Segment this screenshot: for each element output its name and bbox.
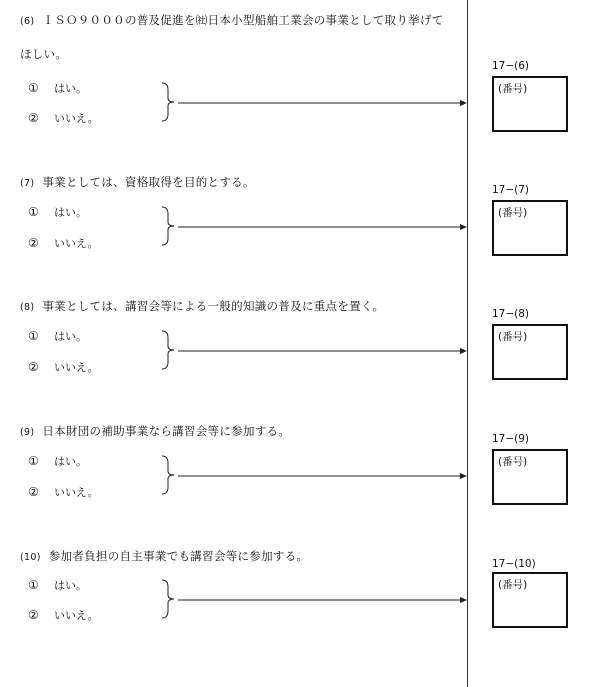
arrow-icon [178,222,468,232]
question-text [20,290,460,324]
question-6 [0,0,600,130]
option-mark: ② [28,485,39,499]
question-8 [0,290,600,420]
question-number: (7) [20,178,35,189]
option-label: はい。 [54,330,87,343]
option-label: いいえ。 [54,486,99,499]
arrow-icon [178,346,468,356]
answer-box[interactable] [492,324,568,380]
option-mark: ② [28,111,39,125]
option-yes[interactable] [28,328,87,344]
question-number: (10) [20,552,41,563]
option-mark: ② [28,360,39,374]
answer-box[interactable] [492,449,568,505]
option-label: はい。 [54,206,87,219]
brace-icon [160,579,176,619]
question-line-1: (9) 日本財団の補助事業なら講習会等に参加する。 [20,424,291,438]
option-no[interactable] [28,235,99,251]
question-line-1: (8) 事業としては、講習会等による一般的知識の普及に重点を置く。 [20,299,385,313]
option-label: いいえ。 [54,112,99,125]
brace-icon [160,330,176,370]
brace-icon [160,455,176,495]
answer-box-label: (番号) [498,207,528,219]
question-line-1: (6) ＩＳＯ９０００の普及促進を㈳日本小型船舶工業会の事業として取り挙げて [20,13,444,27]
option-yes[interactable] [28,80,87,96]
option-no[interactable] [28,110,99,126]
answer-code: 17−(7) [492,184,530,196]
question-text [20,540,460,574]
option-label: いいえ。 [54,237,99,250]
option-mark: ① [28,205,39,219]
arrow-icon [178,98,468,108]
arrow-icon [178,595,468,605]
answer-box[interactable] [492,76,568,132]
question-7 [0,166,600,296]
answer-code: 17−(9) [492,433,530,445]
question-line-1: (7) 事業としては、資格取得を目的とする。 [20,175,255,189]
option-mark: ① [28,81,39,95]
option-no[interactable] [28,484,99,500]
brace-icon [160,206,176,246]
option-mark: ① [28,578,39,592]
option-mark: ② [28,608,39,622]
arrow-icon [178,471,468,481]
question-line-2: ほしい。 [20,47,68,61]
answer-box-label: (番号) [498,83,528,95]
answer-box[interactable] [492,572,568,628]
question-number: (9) [20,427,35,438]
answer-code: 17−(6) [492,60,530,72]
option-label: はい。 [54,82,87,95]
question-9 [0,415,600,545]
question-text [20,166,460,200]
question-line-1: (10) 参加者負担の自主事業でも講習会等に参加する。 [20,549,309,563]
option-label: はい。 [54,455,87,468]
option-mark: ① [28,454,39,468]
answer-box-label: (番号) [498,331,528,343]
brace-icon [160,82,176,122]
answer-code: 17−(10) [492,558,536,570]
option-label: いいえ。 [54,361,99,374]
option-label: はい。 [54,579,87,592]
question-text [20,4,460,71]
option-yes[interactable] [28,204,87,220]
answer-code: 17−(8) [492,308,530,320]
option-label: いいえ。 [54,609,99,622]
option-no[interactable] [28,359,99,375]
question-number: (8) [20,302,35,313]
answer-box-label: (番号) [498,456,528,468]
question-10 [0,540,600,670]
answer-box[interactable] [492,200,568,256]
option-mark: ① [28,329,39,343]
option-no[interactable] [28,607,99,623]
question-text [20,415,460,449]
option-yes[interactable] [28,577,87,593]
option-yes[interactable] [28,453,87,469]
option-mark: ② [28,236,39,250]
question-number: (6) [20,16,35,27]
answer-box-label: (番号) [498,579,528,591]
